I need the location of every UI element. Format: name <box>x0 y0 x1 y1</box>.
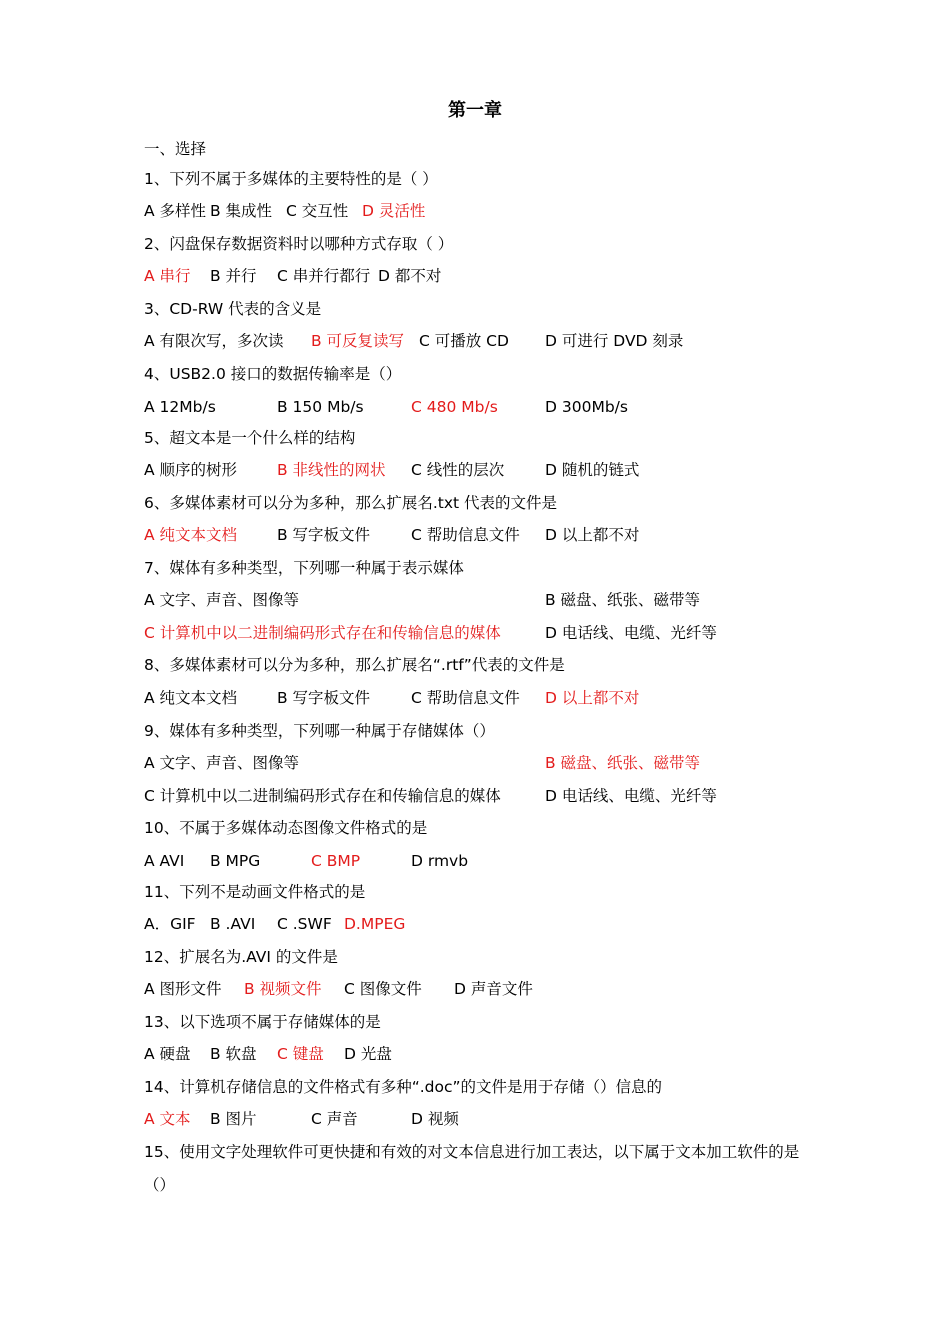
option-b: B .AVI <box>210 915 256 933</box>
option-c: C 交互性 <box>286 202 349 220</box>
option-a: A．GIF <box>144 915 196 933</box>
question-7-options-row-1 <box>144 588 844 612</box>
option-d: D 视频 <box>411 1110 459 1128</box>
question-9-options-row-2 <box>144 784 844 808</box>
question-2-stem: 2、闪盘保存数据资料时以哪种方式存取（ ） <box>144 235 454 253</box>
option-b: B MPG <box>210 852 261 870</box>
option-a: A 顺序的树形 <box>144 461 238 479</box>
option-a: A AVI <box>144 852 185 870</box>
option-b-answer: B 磁盘、纸张、磁带等 <box>545 754 701 772</box>
option-c-answer: C 键盘 <box>277 1045 324 1063</box>
question-7-stem: 7、媒体有多种类型，下列哪一种属于表示媒体 <box>144 559 464 577</box>
option-d: D 声音文件 <box>454 980 533 998</box>
option-c-answer: C 480 Mb/s <box>411 398 498 416</box>
question-10-options <box>144 849 844 873</box>
question-11-stem: 11、下列不是动画文件格式的是 <box>144 883 366 901</box>
option-a: A 12Mb/s <box>144 398 216 416</box>
option-d-answer: D 以上都不对 <box>545 689 640 707</box>
question-15-stem: 15、使用文字处理软件可更快捷和有效的对文本信息进行加工表达，以下属于文本加工软件的是（） <box>144 1143 800 1194</box>
option-d: D 300Mb/s <box>545 398 628 416</box>
option-b-answer: B 非线性的网状 <box>277 461 386 479</box>
question-12-options <box>144 977 844 1001</box>
option-c: C 声音 <box>311 1110 358 1128</box>
option-b: B 集成性 <box>210 202 273 220</box>
option-d: D 都不对 <box>378 267 442 285</box>
option-d: D 电话线、电缆、光纤等 <box>545 624 717 642</box>
option-a: A 有限次写，多次读 <box>144 332 284 350</box>
question-3-stem: 3、CD-RW 代表的含义是 <box>144 300 322 318</box>
question-6-options <box>144 523 844 547</box>
option-a: A 硬盘 <box>144 1045 191 1063</box>
section-heading: 一、选择 <box>144 140 207 158</box>
option-a: A 文字、声音、图像等 <box>144 591 300 609</box>
option-a-answer: A 文本 <box>144 1110 191 1128</box>
question-9-options-row-1 <box>144 751 844 775</box>
option-d-answer: D.MPEG <box>344 915 406 933</box>
option-c: C 可播放 CD <box>419 332 509 350</box>
question-4-stem: 4、USB2.0 接口的数据传输率是（） <box>144 365 402 383</box>
option-c: C 线性的层次 <box>411 461 505 479</box>
option-a: A 多样性 <box>144 202 207 220</box>
question-6-stem: 6、多媒体素材可以分为多种，那么扩展名.txt 代表的文件是 <box>144 494 558 512</box>
option-a: A 纯文本文档 <box>144 689 238 707</box>
question-1-options <box>144 199 844 223</box>
question-7-options-row-2 <box>144 621 844 645</box>
question-3-options <box>144 329 844 353</box>
option-c: C 帮助信息文件 <box>411 526 520 544</box>
chapter-title: 第一章 <box>448 100 502 121</box>
option-b-answer: B 可反复读写 <box>311 332 405 350</box>
option-b: B 150 Mb/s <box>277 398 364 416</box>
option-d: D rmvb <box>411 852 469 870</box>
option-d: D 可进行 DVD 刻录 <box>545 332 684 350</box>
question-5-stem: 5、超文本是一个什么样的结构 <box>144 429 356 447</box>
question-9-stem: 9、媒体有多种类型，下列哪一种属于存储媒体（） <box>144 722 495 740</box>
option-b-answer: B 视频文件 <box>244 980 322 998</box>
option-d: D 光盘 <box>344 1045 392 1063</box>
option-a: A 图形文件 <box>144 980 222 998</box>
option-b: B 并行 <box>210 267 257 285</box>
option-c: C .SWF <box>277 915 332 933</box>
question-13-stem: 13、以下选项不属于存储媒体的是 <box>144 1013 381 1031</box>
question-2-options <box>144 264 844 288</box>
option-d: D 随机的链式 <box>545 461 640 479</box>
question-10-stem: 10、不属于多媒体动态图像文件格式的是 <box>144 819 428 837</box>
question-14-stem: 14、计算机存储信息的文件格式有多种“.doc”的文件是用于存储（）信息的 <box>144 1078 663 1096</box>
option-d: D 电话线、电缆、光纤等 <box>545 787 717 805</box>
question-13-options <box>144 1042 844 1066</box>
question-4-options <box>144 395 844 419</box>
option-b: B 图片 <box>210 1110 257 1128</box>
question-14-options <box>144 1107 844 1131</box>
option-c-answer: C 计算机中以二进制编码形式存在和传输信息的媒体 <box>144 624 501 642</box>
question-1-stem: 1、下列不属于多媒体的主要特性的是（ ） <box>144 170 438 188</box>
option-a-answer: A 纯文本文档 <box>144 526 238 544</box>
option-b: B 写字板文件 <box>277 689 371 707</box>
option-c: C 帮助信息文件 <box>411 689 520 707</box>
option-d: D 以上都不对 <box>545 526 640 544</box>
option-a: A 文字、声音、图像等 <box>144 754 300 772</box>
option-b: B 软盘 <box>210 1045 257 1063</box>
option-a-answer: A 串行 <box>144 267 191 285</box>
question-8-stem: 8、多媒体素材可以分为多种，那么扩展名“.rtf”代表的文件是 <box>144 656 565 674</box>
option-c: C 图像文件 <box>344 980 422 998</box>
question-5-options <box>144 458 844 482</box>
option-d-answer: D 灵活性 <box>362 202 426 220</box>
option-b: B 写字板文件 <box>277 526 371 544</box>
option-b: B 磁盘、纸张、磁带等 <box>545 591 701 609</box>
option-c-answer: C BMP <box>311 852 361 870</box>
question-8-options <box>144 686 844 710</box>
question-11-options <box>144 912 844 936</box>
option-c: C 串并行都行 <box>277 267 371 285</box>
question-12-stem: 12、扩展名为.AVI 的文件是 <box>144 948 338 966</box>
option-c: C 计算机中以二进制编码形式存在和传输信息的媒体 <box>144 787 501 805</box>
